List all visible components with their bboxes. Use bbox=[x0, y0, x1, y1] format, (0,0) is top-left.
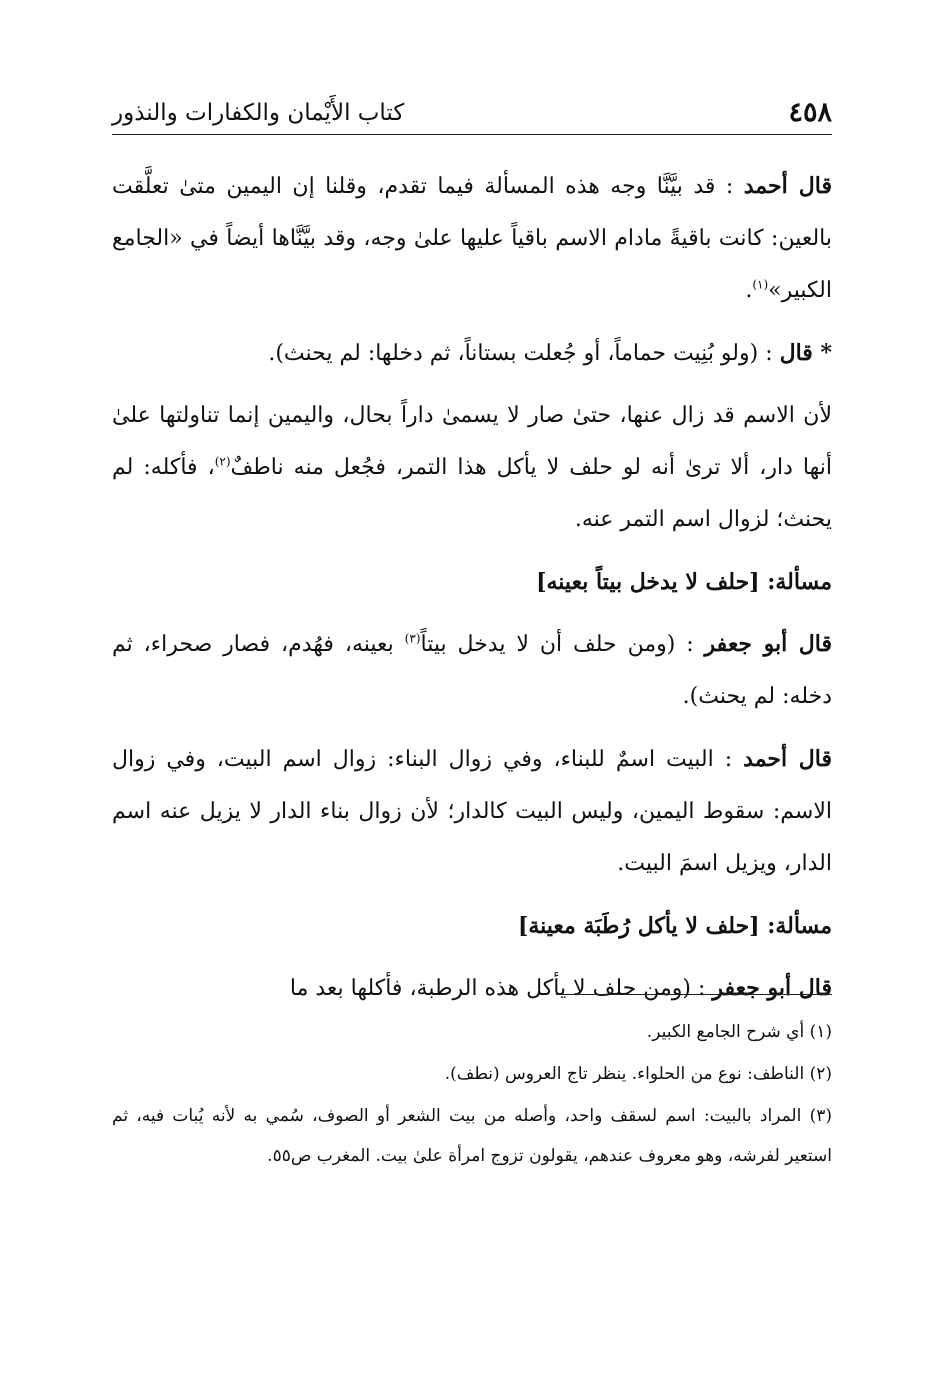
speaker-label: قال أحمد bbox=[743, 746, 832, 772]
speaker-label: قال أبو جعفر bbox=[704, 631, 832, 657]
speaker-label: قال bbox=[779, 340, 813, 366]
footnote-ref-3: (٣) bbox=[404, 631, 421, 646]
paragraph-end: ، فأكله: لم يحنث؛ لزوال اسم التمر عنه. bbox=[112, 455, 832, 532]
section-heading-1: مسألة: [حلف لا يدخل بيتاً بعينه] bbox=[536, 569, 832, 595]
page-number: ٤٥٨ bbox=[788, 97, 832, 128]
paragraph-text: : البيت اسمٌ للبناء، وفي زوال البناء: زوال اسم البيت، وفي زوال الاسم: سقوط اليمين، وليس البيت كالدار؛ لأن زوال بناء الدار لا يزيل عنه اسم الدار، ويزيل اسمَ البيت. bbox=[112, 747, 832, 876]
paragraph-1 bbox=[112, 160, 832, 317]
asterisk-marker: * bbox=[812, 340, 832, 366]
paragraph-text: : (ومن حلف لا يأكل هذه الرطبة، فأكلها بعد ما bbox=[289, 976, 713, 1001]
paragraph-text: : (ومن حلف أن لا يدخل بيتاً bbox=[420, 632, 705, 657]
footnote-2: (٢) الناطف: نوع من الحلواء. ينظر تاج العروس (نطف). bbox=[444, 1064, 832, 1084]
running-title: كتاب الأَيْمان والكفارات والنذور bbox=[112, 100, 405, 126]
paragraph-text: : (ولو بُنِيت حماماً، أو جُعلت بستاناً، ثم دخلها: لم يحنث). bbox=[268, 341, 780, 366]
paragraph-text: : قد بيَّنَّا وجه هذه المسألة فيما تقدم، وقلنا إن اليمين متىٰ تعلَّقت بالعين: كانت باقيةً مادام الاسم باقياً عليها علىٰ وجه، وقد بيَّنَّاها أيضاً في «الجامع الكبير» bbox=[112, 174, 832, 303]
footnote-divider bbox=[556, 994, 832, 995]
paragraph-end: . bbox=[745, 278, 753, 303]
footnotes bbox=[112, 1012, 832, 1178]
footnote-ref-2: (٢) bbox=[214, 454, 231, 469]
paragraph-3 bbox=[112, 390, 832, 546]
speaker-label: قال أبو جعفر bbox=[712, 975, 832, 1001]
paragraph-4 bbox=[112, 618, 832, 723]
paragraph-2 bbox=[112, 327, 832, 380]
paragraph-5 bbox=[112, 733, 832, 890]
footnote-1: (١) أي شرح الجامع الكبير. bbox=[646, 1022, 832, 1042]
footnote-3: (٣) المراد بالبيت: اسم لسقف واحد، وأصله من بيت الشعر أو الصوف، سُمي به لأنه يُبات فيه، ثم استعير لفرشه، وهو معروف عندهم، يقولون تزوج امرأة علىٰ بيت. المغرب ص٥٥. bbox=[112, 1106, 832, 1166]
main-text bbox=[112, 160, 832, 1025]
page-header bbox=[112, 92, 832, 135]
paragraph-text: لأن الاسم قد زال عنها، حتىٰ صار لا يسمىٰ داراً بحال، واليمين إنما تناولتها علىٰ أنها دار، ألا ترىٰ أنه لو حلف لا يأكل هذا التمر، فجُعل منه ناطفٌ bbox=[112, 403, 832, 480]
paragraph-end: بعينه، فهُدم، فصار صحراء، ثم دخله: لم يحنث). bbox=[112, 632, 832, 709]
speaker-label: قال أحمد bbox=[743, 173, 833, 199]
paragraph-6 bbox=[112, 962, 832, 1015]
footnote-ref-1: (١) bbox=[752, 277, 769, 292]
section-heading-2: مسألة: [حلف لا يأكل رُطَبَة معينة] bbox=[517, 913, 832, 939]
